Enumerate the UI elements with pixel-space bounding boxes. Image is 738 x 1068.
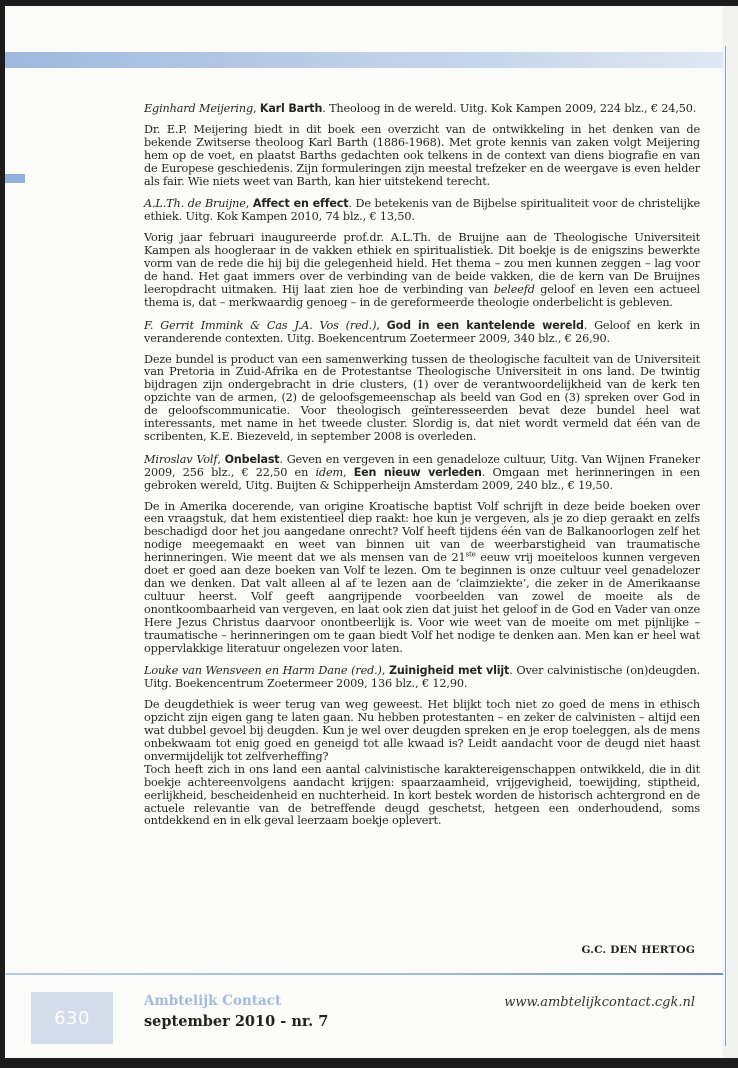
review-authors: A.L.Th. de Bruijne — [144, 197, 246, 211]
edge-line — [725, 46, 726, 1046]
book-title: God in een kantelende wereld — [386, 318, 584, 332]
review-body — [144, 124, 700, 189]
review-paragraph: Toch heeft zich in ons land een aantal calvinistische karaktereigenschappen ontwikkeld, die in dit boekje achtereenvolgens aandacht krijgen: spaarzaamheid, vrijgevigheid, toewijding, stiptheid, eerlijkheid, bescheidenheid en nuchterheid. In kort bestek worden de historisch achtergrond en de actuele relevantie van de betreffende deugd geschetst, hetgeen een onderhoudend, soms ontdekkend en in elk geval leerzaam boekje oplevert. — [144, 762, 700, 828]
book-title: Karl Barth — [259, 102, 323, 115]
magazine-name: Ambtelijk Contact — [144, 993, 282, 1009]
citation-separator: , — [253, 102, 260, 115]
book-title: Onbelast — [224, 452, 280, 466]
review-paragraph — [144, 501, 700, 656]
review-barth — [144, 103, 700, 188]
citation-separator: , — [381, 664, 389, 678]
review-citation — [144, 665, 700, 691]
adjacent-page-edge — [723, 6, 738, 1058]
citation-separator: , — [217, 452, 225, 466]
website-url: www.ambtelijkcontact.cgk.nl — [504, 995, 695, 1010]
page — [5, 6, 723, 1058]
review-citation — [144, 198, 700, 224]
review-text: eeuw vrij moeiteloos kunnen vergeven doet er goed aan deze boeken van Volf te lezen. Om te beginnen is onze cultuur veel genadelozer dan we denken. Dat valt alleen al af te lezen aan de ‘claimziekte’, die zeker in de Amerikaanse cultuur heerst. Volf geeft aangrijpende voorbeelden van zowel de moeite als de onontkoombaarheid van vergeven, en laat ook zien dat juist het geloof in de God en Vader van onze Here Jezus Christus daarvoor onontbeerlijk is. Voor wie weet van de moeite om met pijnlijke – traumatische – herinneringen om te gaan biedt Volf het nodige te denken aan. Men kan er heel wat oppervlakkige literatuur ongelezen voor laten. — [144, 551, 700, 655]
review-kantelende-wereld — [144, 320, 700, 444]
review-zuinigheid-met-vlijt — [144, 665, 700, 828]
citation-separator: , — [245, 197, 253, 211]
review-authors: F. Gerrit Immink & Cas J.A. Vos (red.) — [144, 318, 377, 332]
review-paragraph: De deugdethiek is weer terug van weg geweest. Het blijkt toch niet zo goed de mens in ethisch opzicht zijn eigen gang te laten gaan. Nu hebben protestanten – en zeker de calvinisten – altijd een wat dubbel gevoel bij deugden. Kun je wel over deugden spreken en je erop toeleggen, als de mens onbekwaam tot enig goed en geneigd tot alle kwaad is? Leidt aandacht voor de deugd niet haast onvermijdelijk tot zelfverheffing? — [144, 698, 700, 763]
margin-marker — [5, 174, 25, 183]
review-citation — [144, 454, 700, 493]
ordinal-superscript: ste — [465, 550, 476, 559]
review-text: Vorig jaar februari inaugureerde prof.dr. A.L.Th. de Bruijne aan de Theologische Universiteit Kampen als hoogleraar in de vakken ethiek en spiritualistiek. Dit boekje is de enigszins bewerkte vorm van de rede die hij bij die gelegenheid hield. Het thema – zou men kunnen zeggen – lag voor de hand. Het gaat immers over de verbinding van de beide vakken, die de kern van De Bruijnes leeropdracht uitmaken. Hij laat zien hoe de verbinding van — [144, 231, 700, 296]
review-authors: Miroslav Volf — [144, 452, 218, 466]
review-column — [144, 103, 700, 838]
book-title: Zuinigheid met vlijt — [388, 664, 510, 678]
review-body — [144, 501, 700, 656]
reviewer-signature: G.C. DEN HERTOG — [581, 944, 695, 956]
review-body — [144, 699, 700, 828]
review-authors: Louke van Wensveen en Harm Dane (red.) — [144, 664, 382, 678]
review-body — [144, 232, 700, 309]
review-emphasis: beleefd — [493, 282, 535, 296]
citation-details: . De betekenis van de Bijbelse spiritualiteit voor de christelijke ethiek. Uitg. Kok Kampen 2010, 74 blz., € 13,50. — [144, 197, 701, 224]
page-number-block — [31, 992, 113, 1044]
review-text: De in Amerika docerende, van origine Kroatische baptist Volf schrijft in deze beide boeken over een vraagstuk, dat hem existentieel diep raakt: hoe kun je vergeven, als je zo diep geraakt en zelfs beschadigd door het jou aangedane onrecht? Volf heeft tijdens één van de Balkanoorlogen zelf het nodige meegemaakt en weet van binnen uit van de weerbarstigheid van traumatische herinneringen. Wie meent dat we als mensen van de 21 — [144, 499, 700, 565]
book-title-second: Een nieuw verleden — [353, 465, 482, 479]
review-paragraph: Deze bundel is product van een samenwerking tussen de theologische faculteit van de Universiteit van Pretoria in Zuid-Afrika en de Protestantse Theologische Universiteit in ons land. De twintig bijdragen zijn ondergebracht in drie clusters, (1) over de verantwoordelijkheid van de kerk ten opzichte van de armen, (2) de geloofsgemeenschap als beeld van God en (3) spreken over God in de geloofscommunicatie. Voor theologisch geïnteresseerden bevat deze bundel heel wat interessants, met name in het tweede cluster. Slordig is, dat niet wordt vermeld dat één van de scribenten, K.E. Biezeveld, in september 2008 is overleden. — [144, 352, 700, 443]
citation-details: . Over calvinistische (on)deugden. Uitg. Boekencentrum Zoetermeer 2009, 136 blz., € 12,90. — [144, 664, 701, 691]
page-number: 630 — [54, 1007, 90, 1029]
review-authors: Eginhard Meijering — [144, 102, 254, 115]
review-citation — [144, 320, 700, 346]
header-color-band — [5, 52, 723, 68]
citation-idem: idem — [315, 465, 343, 479]
book-title: Affect en effect — [252, 197, 349, 211]
review-body — [144, 354, 700, 444]
review-onbelast — [144, 454, 700, 656]
citation-details: . Geloof en kerk in veranderende contexten. Uitg. Boekencentrum Zoetermeer 2009, 340 blz., € 26,90. — [144, 318, 700, 345]
citation-details: . Omgaan met herinneringen in een gebroken wereld, Uitg. Buijten & Schipperheijn Amsterdam 2009, 240 blz., € 19,50. — [144, 465, 701, 492]
review-affect-en-effect — [144, 198, 700, 309]
citation-separator: , — [343, 465, 354, 479]
magazine-issue: september 2010 - nr. 7 — [144, 1013, 329, 1030]
review-paragraph — [144, 232, 700, 309]
review-citation — [144, 103, 700, 116]
citation-details: . Geven en vergeven in een genadeloze cultuur, Uitg. Van Wijnen Franeker 2009, 256 blz., € 22,50 en — [144, 452, 700, 479]
review-paragraph: Dr. E.P. Meijering biedt in dit boek een overzicht van de ontwikkeling in het denken van de bekende Zwitserse theoloog Karl Barth (1886-1968). Met grote kennis van zaken volgt Meijering hem op de voet, en plaatst Barths gedachten ook telkens in de context van diens biografie en van de Europese geschiedenis. Zijn formuleringen zijn meestal trefzeker en de weergave is even helder als fair. Wie niets weet van Barth, kan hier uitstekend terecht. — [144, 122, 700, 188]
review-text: geloof en leven een actueel thema is, dat – merkwaardig genoeg – in de gereformeerde theologie onderbelicht is gebleven. — [144, 282, 701, 309]
citation-details: . Theoloog in de wereld. Uitg. Kok Kampen 2009, 224 blz., € 24,50. — [322, 102, 697, 115]
citation-separator: , — [376, 318, 387, 332]
footer-rule — [5, 973, 723, 975]
